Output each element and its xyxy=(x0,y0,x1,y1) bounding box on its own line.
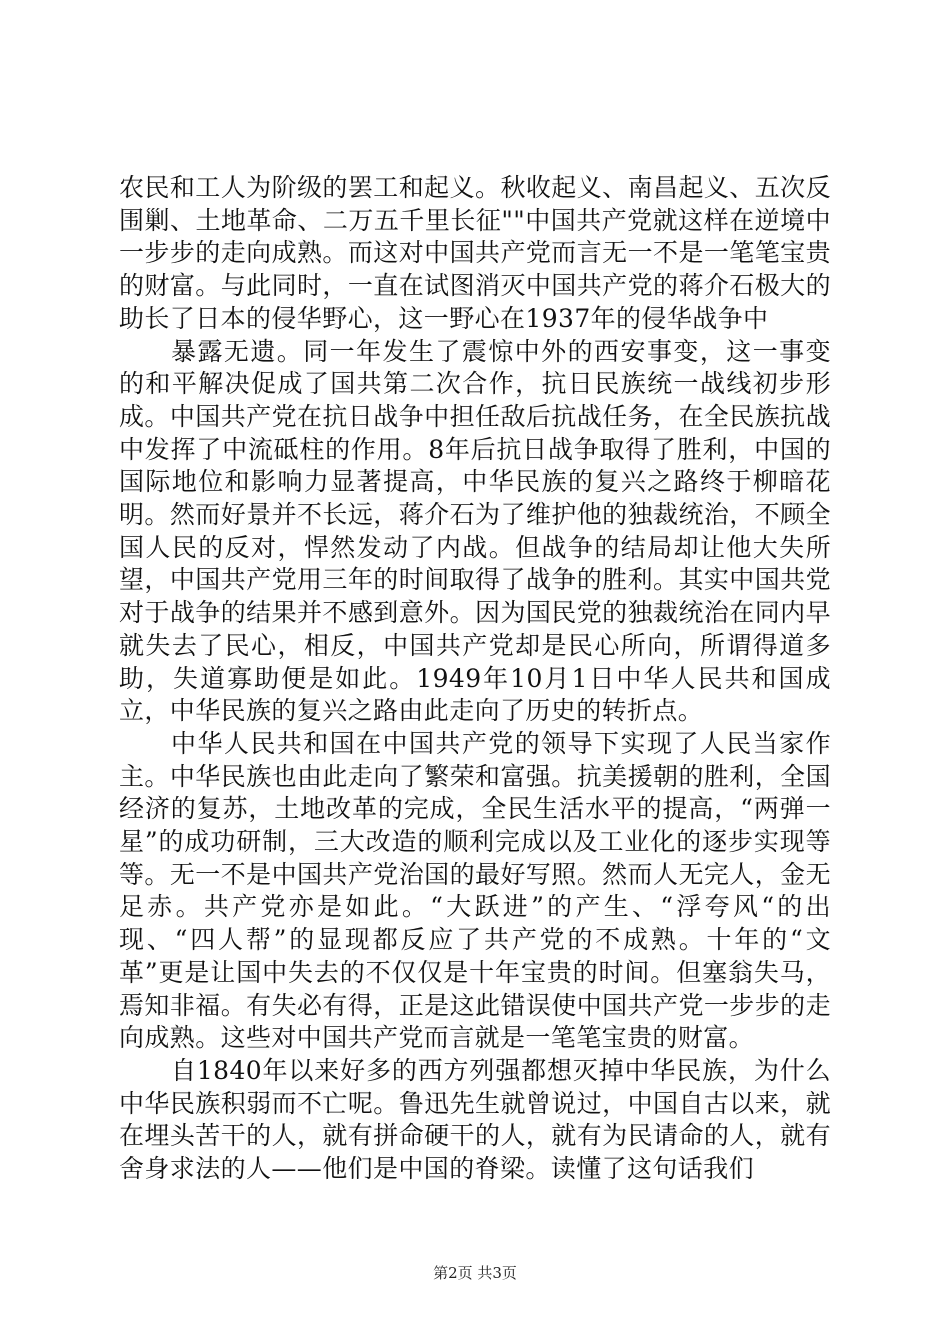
paragraph-1: 农民和工人为阶级的罢工和起义。秋收起义、南昌起义、五次反围剿、土地革命、二万五千里长征""中国共产党就这样在逆境中一步步的走向成熟。而这对中国共产党而言无一不是一笔笔宝贵的财富。与此同时，一直在试图消灭中国共产党的蒋介石极大的助长了日本的侵华野心，这一野心在1937年的侵华战争中 xyxy=(119,173,831,333)
document-body xyxy=(119,172,831,1186)
paragraph-2: 暴露无遗。同一年发生了震惊中外的西安事变，这一事变的和平解决促成了国共第二次合作，抗日民族统一战线初步形成。中国共产党在抗日战争中担任敌后抗战任务，在全民族抗战中发挥了中流砥柱的作用。8年后抗日战争取得了胜利，中国的国际地位和影响力显著提高，中华民族的复兴之路终于柳暗花明。然而好景并不长远，蒋介石为了维护他的独裁统治，不顾全国人民的反对，悍然发动了内战。但战争的结局却让他大失所望，中国共产党用三年的时间取得了战争的胜利。其实中国共党对于战争的结果并不感到意外。因为国民党的独裁统治在同内早就失去了民心，相反，中国共产党却是民心所向，所谓得道多助，失道寡助便是如此。1949年10月1日中华人民共和国成立，中华民族的复兴之路由此走向了历史的转折点。 xyxy=(119,336,831,726)
paragraph-3: 中华人民共和国在中国共产党的领导下实现了人民当家作主。中华民族也由此走向了繁荣和富强。抗美援朝的胜利，全国经济的复苏，土地改革的完成，全民生活水平的提高，“两弹一星”的成功研制，三大改造的顺利完成以及工业化的逐步实现等等。无一不是中国共产党治国的最好写照。然而人无完人，金无足赤。共产党亦是如此。“大跃进”的产生、“浮夸风“的出现、“四人帮”的显现都反应了共产党的不成熟。十年的“文革”更是让国中失去的不仅仅是十年宝贵的时间。但塞翁失马，焉知非福。有失必有得，正是这此错误使中国共产党一步步的走向成熟。这些对中国共产党而言就是一笔笔宝贵的财富。 xyxy=(119,728,831,1053)
paragraph-4: 自1840年以来好多的西方列强都想灭掉中华民族，为什么中华民族积弱而不亡呢。鲁迅先生就曾说过，中国自古以来，就在埋头苦干的人，就有拼命硬干的人，就有为民请命的人，就有舍身求法的人——他们是中国的脊梁。读懂了这句话我们 xyxy=(119,1055,831,1184)
page-number-footer: 第2页 共3页 xyxy=(433,1264,517,1282)
